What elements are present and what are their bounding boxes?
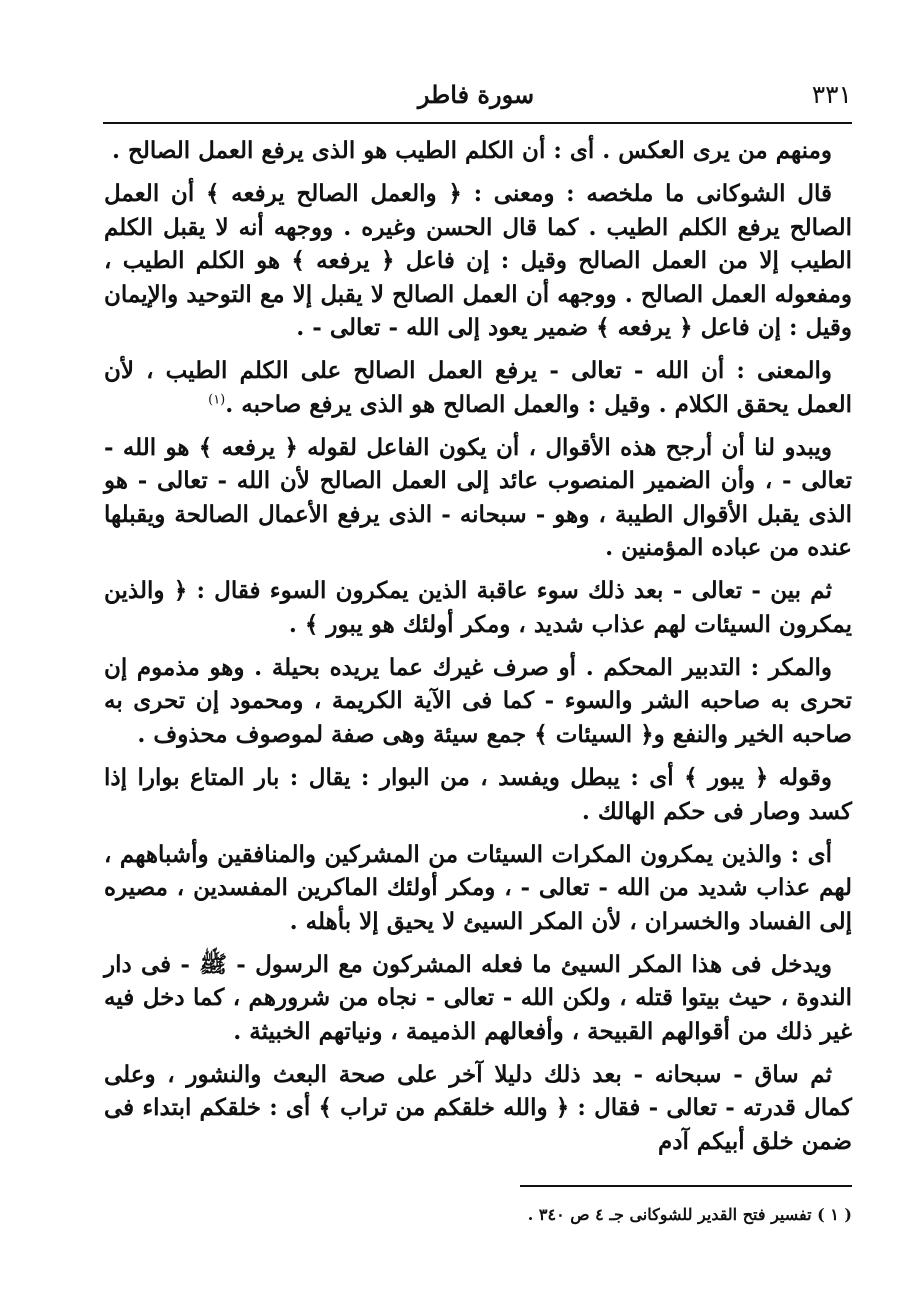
paragraph: ثم بين - تعالى - بعد ذلك سوء عاقبة الذين يمكرون السوء فقال : ﴿ والذين يمكرون السيئات لهم عذاب شديد ، ومكر أولئك هو يبور ﴾ .	[104, 577, 852, 638]
footnote-divider	[520, 1185, 852, 1187]
footnote-reference: (١)	[208, 392, 226, 408]
paragraph: ويبدو لنا أن أرجح هذه الأقوال ، أن يكون الفاعل لقوله ﴿ يرفعه ﴾ هو الله - تعالى - ، وأن الضمير المنصوب عائد إلى العمل الصالح لأن الله - تعالى - هو الذى يقبل الأقوال الطيبة ، وهو - سبحانه - الذى يرفع الأعمال الصالحة ويقبلها عنده من عباده المؤمنين .	[104, 433, 852, 562]
paragraph: ثم ساق - سبحانه - بعد ذلك دليلا آخر على صحة البعث والنشور ، وعلى كمال قدرته - تعالى - فقال : ﴿ والله خلقكم من تراب ﴾ أى : خلقكم ابتداء فى ضمن خلق أبيكم آدم	[104, 1060, 852, 1155]
paragraph: ومنهم من يرى العكس . أى : أن الكلم الطيب هو الذى يرفع العمل الصالح .	[111, 137, 832, 164]
paragraph: قال الشوكانى ما ملخصه : ومعنى : ﴿ والعمل الصالح يرفعه ﴾ أن العمل الصالح يرفع الكلم الطيب . كما قال الحسن وغيره . ووجهه أنه لا يقبل الكلم الطيب إلا من العمل الصالح وقيل : إن فاعل ﴿ يرفعه ﴾ هو الكلم الطيب ، ومفعوله العمل الصالح . ووجهه أن العمل الصالح لا يقبل إلا مع التوحيد والإيمان وقيل : إن فاعل ﴿ يرفعه ﴾ ضمير يعود إلى الله - تعالى - .	[104, 180, 852, 342]
paragraph: وقوله ﴿ يبور ﴾ أى : يبطل ويفسد ، من البوار : يقال : بار المتاع بوارا إذا كسد وصار فى حكم الهالك .	[104, 764, 852, 825]
paragraph: ويدخل فى هذا المكر السيئ ما فعله المشركون مع الرسول - ﷺ - فى دار الندوة ، حيث بيتوا قتله ، ولكن الله - تعالى - نجاه من شرورهم ، كما دخل فيه غير ذلك من أقوالهم القبيحة ، وأفعالهم الذميمة ، ونياتهم الخبيثة .	[104, 950, 852, 1045]
paragraph: أى : والذين يمكرون المكرات السيئات من المشركين والمنافقين وأشباههم ، لهم عذاب شديد من الله - تعالى - ، ومكر أولئك الماكرين المفسدين ، مصيره إلى الفساد والخسران ، لأن المكر السيئ لا يحيق إلا بأهله .	[104, 840, 852, 935]
footnote: ( ١ ) تفسير فتح القدير للشوكانى جـ ٤ ص ٣٤٠ .	[527, 1205, 852, 1224]
header-divider	[103, 122, 852, 124]
paragraph	[104, 354, 852, 421]
running-title: سورة فاطر	[417, 80, 535, 109]
body-text	[104, 134, 852, 1168]
paragraph-text: والمعنى : أن الله - تعالى - يرفع العمل الصالح على الكلم الطيب ، لأن العمل يحقق الكلام . وقيل : والعمل الصالح هو الذى يرفع صاحبه .	[104, 357, 852, 418]
page-number: ٣٣١	[811, 80, 852, 109]
page-header	[100, 74, 852, 114]
paragraph: والمكر : التدبير المحكم . أو صرف غيرك عما يريده بحيلة . وهو مذموم إن تحرى به صاحبه الشر والسوء - كما فى الآية الكريمة ، ومحمود إن تحرى به صاحبه الخير والنفع و﴿ السيئات ﴾ جمع سيئة وهى صفة لموصوف محذوف .	[104, 653, 852, 748]
